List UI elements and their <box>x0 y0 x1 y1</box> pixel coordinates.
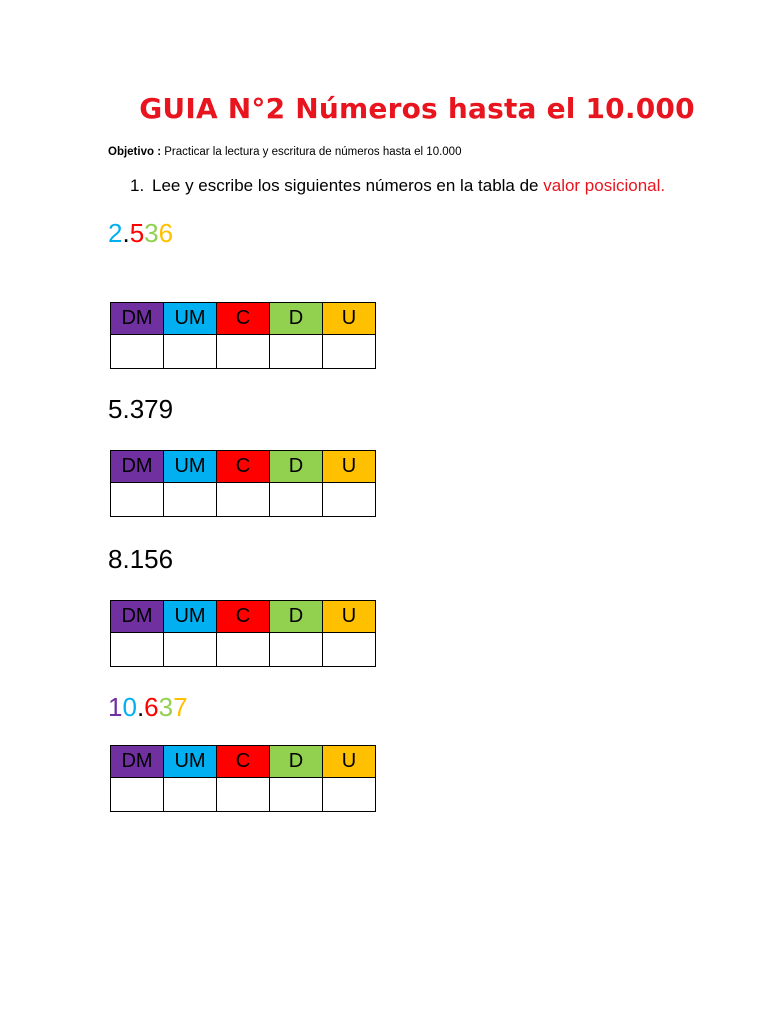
exercise-number <box>108 218 173 249</box>
column-header-dm: DM <box>111 746 164 778</box>
table-header-row <box>111 746 376 778</box>
digit: 1 <box>129 544 145 574</box>
digit: 5 <box>144 544 159 574</box>
digit: . <box>136 692 145 722</box>
instruction-number: 1. <box>130 176 145 195</box>
objective-label: Objetivo : <box>108 146 162 158</box>
digit: 6 <box>158 544 174 574</box>
answer-row <box>111 633 376 667</box>
answer-cell-dm[interactable] <box>111 483 164 517</box>
column-header-c: C <box>217 746 270 778</box>
digit: 3 <box>144 218 159 248</box>
answer-cell-u[interactable] <box>323 633 376 667</box>
table-header-row <box>111 303 376 335</box>
table-header-row <box>111 601 376 633</box>
column-header-dm: DM <box>111 303 164 335</box>
digit: 3 <box>129 394 145 424</box>
answer-cell-c[interactable] <box>217 633 270 667</box>
answer-cell-u[interactable] <box>323 335 376 369</box>
digit: 0 <box>122 692 137 722</box>
answer-cell-um[interactable] <box>164 633 217 667</box>
objective <box>108 146 461 158</box>
column-header-c: C <box>217 303 270 335</box>
answer-row <box>111 778 376 812</box>
digit: . <box>122 544 130 574</box>
digit: . <box>122 218 130 248</box>
column-header-um: UM <box>164 451 217 483</box>
instruction-text: Lee y escribe los siguientes números en la tabla de <box>152 176 544 195</box>
answer-cell-d[interactable] <box>270 335 323 369</box>
answer-row <box>111 483 376 517</box>
column-header-um: UM <box>164 601 217 633</box>
column-header-u: U <box>323 451 376 483</box>
column-header-c: C <box>217 451 270 483</box>
objective-text: Practicar la lectura y escritura de números hasta el 10.000 <box>164 146 462 158</box>
column-header-um: UM <box>164 303 217 335</box>
column-header-dm: DM <box>111 601 164 633</box>
answer-cell-c[interactable] <box>217 778 270 812</box>
column-header-u: U <box>323 601 376 633</box>
answer-cell-u[interactable] <box>323 778 376 812</box>
digit: 8 <box>108 544 123 574</box>
digit: 7 <box>173 692 188 722</box>
column-header-dm: DM <box>111 451 164 483</box>
answer-cell-um[interactable] <box>164 483 217 517</box>
column-header-c: C <box>217 601 270 633</box>
column-header-d: D <box>270 601 323 633</box>
place-value-table <box>110 302 376 369</box>
column-header-u: U <box>323 746 376 778</box>
column-header-d: D <box>270 303 323 335</box>
digit: 6 <box>158 218 174 248</box>
table-header-row <box>111 451 376 483</box>
answer-cell-c[interactable] <box>217 483 270 517</box>
digit: 5 <box>108 394 123 424</box>
digit: 9 <box>158 394 174 424</box>
digit: 6 <box>144 692 159 722</box>
answer-cell-dm[interactable] <box>111 778 164 812</box>
digit: 3 <box>158 692 174 722</box>
digit: 5 <box>129 218 145 248</box>
digit: 7 <box>144 394 159 424</box>
exercise-number <box>108 692 188 723</box>
answer-cell-d[interactable] <box>270 483 323 517</box>
column-header-d: D <box>270 746 323 778</box>
instruction <box>130 176 665 196</box>
place-value-table <box>110 450 376 517</box>
digit: 1 <box>108 692 123 722</box>
digit: . <box>122 394 130 424</box>
answer-row <box>111 335 376 369</box>
place-value-table <box>110 600 376 667</box>
column-header-um: UM <box>164 746 217 778</box>
answer-cell-um[interactable] <box>164 778 217 812</box>
column-header-d: D <box>270 451 323 483</box>
answer-cell-dm[interactable] <box>111 335 164 369</box>
digit: 2 <box>108 218 123 248</box>
exercise-number <box>108 544 173 575</box>
answer-cell-u[interactable] <box>323 483 376 517</box>
answer-cell-dm[interactable] <box>111 633 164 667</box>
answer-cell-d[interactable] <box>270 778 323 812</box>
answer-cell-d[interactable] <box>270 633 323 667</box>
place-value-table <box>110 745 376 812</box>
answer-cell-c[interactable] <box>217 335 270 369</box>
answer-cell-um[interactable] <box>164 335 217 369</box>
page-title: GUIA N°2 Números hasta el 10.000 <box>139 92 695 125</box>
exercise-number <box>108 394 173 425</box>
column-header-u: U <box>323 303 376 335</box>
instruction-highlight: valor posicional. <box>543 176 666 195</box>
